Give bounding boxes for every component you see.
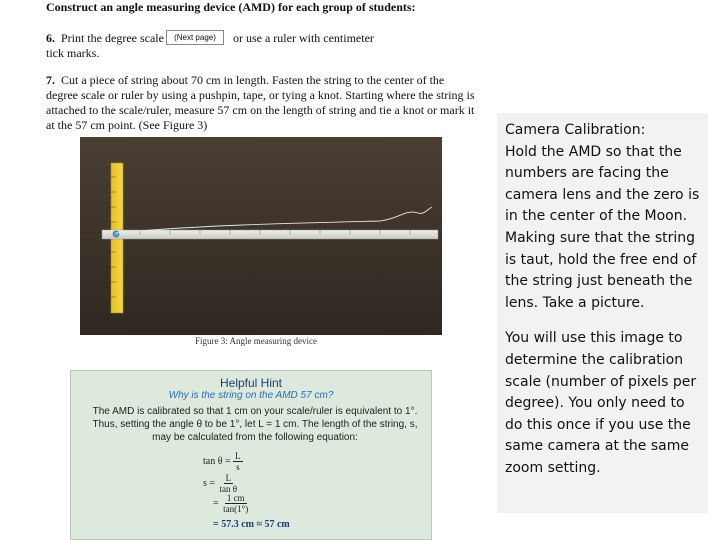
amd-illustration — [80, 137, 442, 335]
figure-caption: Figure 3: Angle measuring device — [195, 336, 317, 346]
eq1-fraction — [233, 451, 243, 472]
equation-1 — [203, 451, 243, 472]
amd-photo — [80, 137, 442, 335]
eq3-numerator: 1 cm — [226, 493, 245, 503]
equation-result: = 57.3 cm ≈ 57 cm — [213, 519, 290, 530]
panel-paragraph-2: You will use this image to determine the calibration scale (number of pixels per degree). You only need to do this once if you use the same camera at the same zoom setting. — [505, 330, 697, 476]
panel-paragraph-1 — [505, 120, 700, 314]
next-page-note: (Next page) — [166, 30, 224, 45]
intro-text — [46, 0, 466, 15]
equation-3: = $\frac{1 cm}{\tan(1^\circ)}$ — [213, 493, 249, 514]
step-6-text-a: Print the degree scale — [61, 31, 164, 45]
eq2-numerator: L — [225, 473, 232, 483]
eq1-lhs: tan θ = — [203, 455, 231, 467]
hint-subtitle: Why is the string on the AMD 57 cm? — [168, 390, 334, 401]
eq2-denominator: tan θ — [219, 484, 238, 494]
eq3-denominator: tan(1°) — [223, 504, 249, 514]
eq3-fraction — [221, 493, 250, 514]
equation-2 — [203, 473, 239, 494]
hint-title: Helpful Hint — [219, 376, 283, 390]
step-7 — [46, 73, 478, 133]
intro-bold: Construct an angle measuring device (AMD) for each group of students: — [46, 0, 416, 14]
panel-heading: Camera Calibration: — [505, 122, 646, 138]
step-7-number: 7. — [46, 73, 55, 87]
panel-instructions: Hold the AMD so that the numbers are facing the camera lens and the zero is in the center of the Moon. Making sure that the string is taut, hold the free end of the string just beneath the lens. Take a picture. — [505, 143, 700, 311]
step-7-text: Cut a piece of string about 70 cm in length. Fasten the string to the center of the degree scale or ruler by using a pushpin, tape, or tying a knot. Starting where the string is attached to the scale/ruler, measure 57 cm on the length of string and tie a knot or mark it at the 57 cm point. (See Figure 3) — [46, 73, 475, 132]
eq2-lhs: s = — [203, 477, 216, 489]
step-6-text-b: or use a ruler with centimeter tick marks. — [46, 31, 374, 60]
step-6-number: 6. — [46, 31, 55, 45]
eq2-fraction — [218, 473, 240, 494]
helpful-hint-box — [70, 370, 432, 540]
eq1-denominator: s — [236, 462, 240, 472]
eq1-numerator: L — [235, 451, 241, 461]
hint-body: The AMD is calibrated so that 1 cm on your scale/ruler is equivalent to 1°. Thus, setting the angle θ to be 1°, let L = 1 cm. The length of the string, s, may be calculated from the following equation: — [92, 406, 418, 443]
camera-calibration-panel — [497, 113, 708, 513]
